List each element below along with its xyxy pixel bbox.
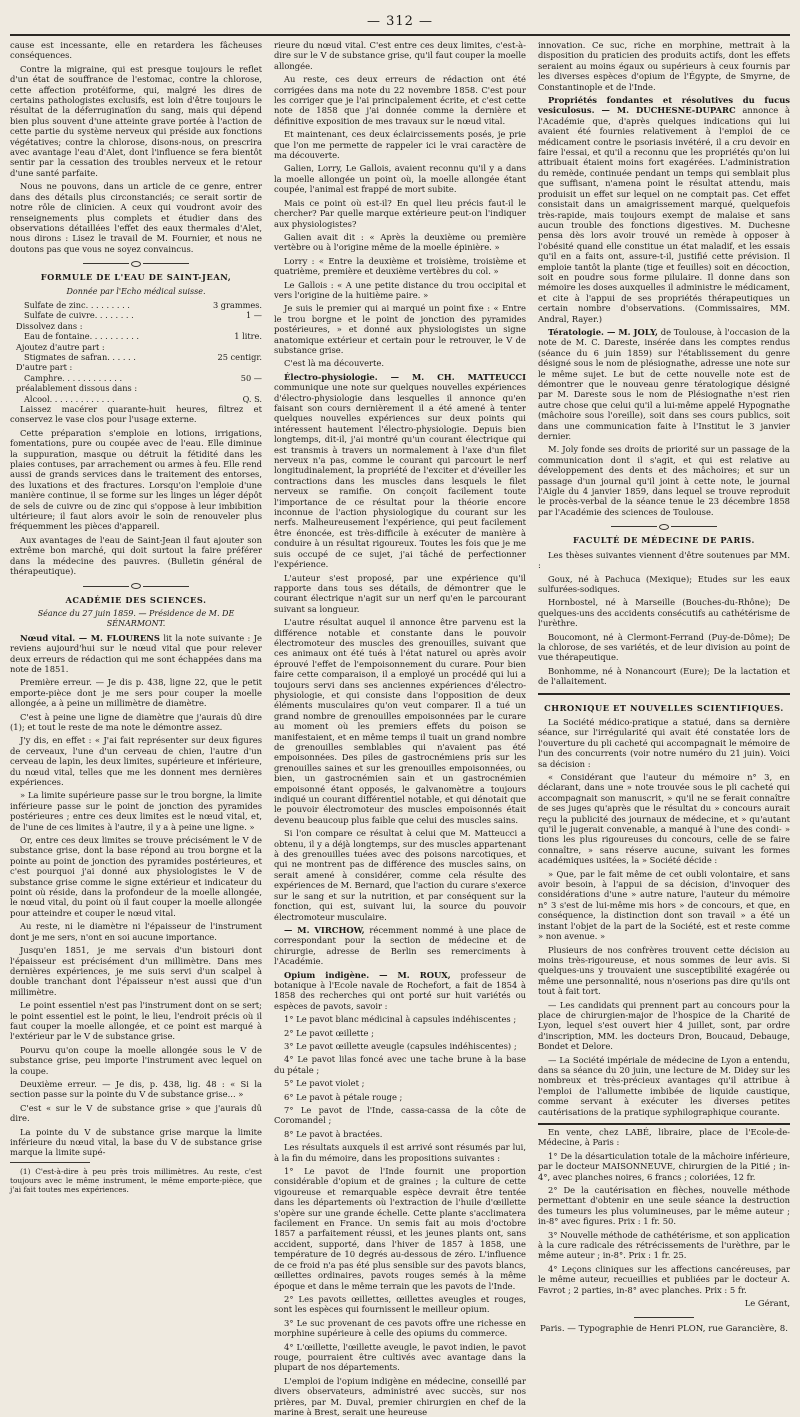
paragraph: 3° Le suc provenant de ces pavots offre une richesse en morphine supérieure à celle des opiums du commerce. [274,1317,526,1339]
list-item: 3° Nouvelle méthode de cathétérisme, et son application à la cure radicale des rétrécissements de l'urèthre, par le même auteur ; in-8°. Prix : 1 fr. 25. [538,1229,790,1261]
list-item: 1° Le pavot blanc médicinal à capsules indéhiscentes ; [284,1014,517,1025]
paragraph: Au reste, ni le diamètre ni l'épaisseur de l'instrument dont je me sers, n'ont en soi aucune importance. [10,921,262,942]
paragraph: rieure du nœud vital. C'est entre ces deux limites, c'est-à-dire sur le V de substance grise, qu'il faut couper la moelle allongée. [274,40,526,71]
paragraph: Bonhomme, né à Nonancourt (Eure); De la lactation et de l'allaitement. [538,665,790,687]
paragraph: Aux avantages de l'eau de Saint-Jean il faut ajouter son extrême bon marché, qui doit surtout la faire préférer dans la médecine des pauvres. (Bulletin général de thérapeutique). [10,534,262,577]
paragraph: Or, entre ces deux limites se trouve précisément le V de substance grise, dont la base répond au trou borgne et la pointe au point de jonction des pyramides postérieures, et c'est pourquoi j'ai donné aux physiologistes le V de substance grise comme le signe extérieur et indicateur du point où réside, dans la profondeur de la moelle allongée, le nœud vital, du point où il faut couper la moelle allongée pour atteindre et couper le nœud vital. [10,835,262,918]
section-rule [538,693,790,695]
paragraph: L'autre résultat auquel il annonce être parvenu est la différence notable et constante dans le pouvoir électromoteur des muscles des grenouilles, suivant que ces animaux ont été tués à l'état naturel ou après avoir éprouvé l'effet de l'empoisonnement du curare. Pour bien faire cette comparaison, il a employé un procédé qui lui a toujours servi dans ses anciennes expériences d'électro-physiologie, et qui consiste dans l'opposition de deux éléments musculaires qu'on veut comparer. Il a tué un grand nombre de grenouilles empoisonnées par le curare au moment où les premiers effets du poison se manifestaient, et en même temps il tuait un grand nombre de grenouilles semblables qui n'avaient pas été empoisonnées. Des piles de gastrocnémiens pris sur les grenouilles saines et sur les grenouilles empoisonnées, ou bien, un gastrocnémien sain et un gastrocnémien empoisonné étant opposés, le galvanomètre a toujours indiqué un courant différentiel notable, et qui dénotait que le pouvoir électromoteur des muscles empoisonnés était devenu beaucoup plus faible que celui des muscles sains. [274,617,526,825]
list-item: 1° De la désarticulation totale de la mâchoire inférieure, par le docteur MAISONNEUVE, chirurgien de la Pitié ; in-4°, avec planches noires, 6 francs ; coloriées, 12 fr. [538,1150,790,1182]
paragraph: Au reste, ces deux erreurs de rédaction ont été corrigées dans ma note du 22 novembre 1858. C'est pour les corriger que je l'ai principalement écrite, et c'est cette note de 1858 que j'ai donnée comme la dernière et définitive exposition de mes travaux sur le nœud vital. [274,74,526,126]
paragraph: Les résultats auxquels il est arrivé sont résumés par lui, à la fin du mémoire, dans les propositions suivantes : [274,1142,526,1163]
paragraph: Contre la migraine, qui est presque toujours le reflet d'un état de souffrance de l'estomac, contre la chlorose, cette affection protéiforme, qui, malgré les dires de certains pathologistes exclusifs, est loin d'être toujours le résultat de la déferruginatïon du sang, mais qui dépend bien plus souvent d'une atteinte grave portée à l'action de cette partie du système nerveux qui préside aux fonctions végétatives; contre la chlorose, disons-nous, on prescrira avec avantage l'eau d'Alet, dont l'influence se fera bientôt sentir par la cessation des troubles nerveux et le retour d'une santé parfaite. [10,63,262,178]
paragraph: Tératologie. — M. JOLY, de Toulouse, à l'occasion de la note de M. C. Dareste, insérée dans les comptes rendus (séance du 6 juin 1859) sur l'établissement du genre désigné sous le nom de plésiognathe, adresse une note sur le même sujet. Le but de cette nouvelle note est de démontrer que le nouveau genre tératologique désigné par M. Dareste sous le nom de Plésiognathe n'est rien autre chose que celui qu'il a lui-même appelé Hypognathe (mâchoire sous l'oreille), soit dans ses cours publics, soit dans une communication faite à l'Institut le 3 janvier dernier. [538,326,790,442]
list-item: 4° Le pavot lilas foncé avec une tache brune à la base du pétale ; [274,1054,526,1075]
paragraph: 4° L'œillette, l'œillette aveugle, le pavot indien, le pavot rouge, pourraient être cultivés avec avantage dans la plupart de nos départements. [274,1341,526,1373]
paragraph: Électro-physiologie. — M. CH. MATTEUCCI communique une note sur quelques nouvelles expériences d'électro-physiologie dans lesquelles il annonce qu'en faisant son cours dernièrement il a été amené à tenter quelques nouvelles expériences sur deux points qui intéressent hautement l'électro-physiologie. Depuis bien longtemps, dit-il, j'ai montré qu'un courant électrique qui est transmis à travers un normalement à l'axe d'un filet nerveux n'a pas, comme le courant qui parcourt le nerf longitudinalement, la propriété de l'exciter et d'éveiller les contractions dans les muscles dans lesquels le filet nerveux se ramifie. On conçoit facilement toute l'importance de ce résultat pour la théorie encore inconnue de l'action physiologique du courant sur les nerfs. Malheureusement l'expérience, qui peut facilement être énoncée, est très-difficile à exécuter de manière à conduire à un résultat rigoureux. Toutes les fois que je me suis occupé de ce sujet, j'ai tâché de perfectionner l'expérience. [274,371,526,570]
footnote-rule [10,1162,90,1163]
paragraph: » La limite supérieure passe sur le trou borgne, la limite inférieure passe sur le point de jonction des pyramides postérieures ; entre ces deux limites est le nœud vital, et, de l'une de ces limites à l'autre, il y a à peine une ligne. » [10,790,262,832]
paragraph: J'y dis, en effet : « J'ai fait représenter sur deux figures de cerveaux, l'une d'un cerveau de chien, l'autre d'un cerveau de lapin, les deux limites, supérieure et inférieure, du nœud vital, telles que me les donnent mes dernières expériences. [10,735,262,787]
faculty-title: FACULTÉ DE MÉDECINE DE PARIS. [573,535,755,546]
paragraph: La pointe du V de substance grise marque la limite inférieure du nœud vital, la base du V de substance grise marque la limite supé- [10,1126,262,1158]
chronicle-title: CHRONIQUE ET NOUVELLES SCIENTIFIQUES. [544,702,784,713]
paragraph: « Considérant que l'auteur du mémoire n° 3, en déclarant, dans une » note trouvée sous le pli cacheté qui accompagnait son manuscrit, » qu'il ne se ferait connaître de ses juges qu'après que le résultat du » concours aurait reçu la publicité des journaux de médecine, et » qu'autant qu'il le jugerait convenable, a manqué à l'une des condi- » tions les plus rigoureuses du concours, celle de se faire connaître, » sans réserve aucune, suivant les formes académiques usitées, la » Société décide : [538,772,790,866]
paragraph: Nous ne pouvons, dans un article de ce genre, entrer dans des détails plus circonstanciés; ce serait sortir de notre rôle de clinicien. A ceux qui voudront avoir des renseignements plus complets et étudier dans des observations détaillées l'effet des eaux thermales d'Alet, nous dirons : Lisez le travail de M. Fournier, et nous ne doutons pas que vous ne soyez convaincus. [10,181,262,254]
recipe-line: Camphre. . . . . . . . . . . . 50 — [24,372,262,383]
paragraph: L'auteur s'est proposé, par une expérience qu'il rapporte dans tous ses détails, de démontrer que le courant électrique n'agit sur un nerf qu'en le parcourant suivant sa longueur. [274,572,526,614]
imprint-rule [634,1317,694,1318]
paragraph: Boucomont, né à Clermont-Ferrand (Puy-de-Dôme); De la chlorose, de ses variétés, et de leur division au point de vue thérapeutique. [538,631,790,663]
paragraph: Propriétés fondantes et résolutives du fucus vesiculosus. — M. DUCHESNE-DUPARC annonce à l'Académie que, d'après quelques indications qui lui avaient été fournies relativement à l'emploi de ce médicament contre le psoriasis invétéré, il a cru devoir en faire l'essai, et qu'il a reconnu que les propriétés qu'on lui attribuait étaient moins fort exagérées. L'administration du remède, continuée pendant un temps qui semblait plus que suffisant, n'amena point le résultat attendu, mais produisit un effet sur lequel on ne comptait pas. Cet effet consistait dans un amaigrissement marqué, quelquefois très-rapide, mais toujours exempt de malaise et sans aucun trouble des fonctions digestives. M. Duchesne pensa dès lors avoir trouvé un remède à opposer à l'obésité quand elle constitue un état maladif, et les essais qu'il en a faits ont, assure-t-il, justifié cette prévision. Il emploie tantôt la plante (tige et feuilles) soit en décoction, soit en poudre sous forme pilulaire. Il donne dans son mémoire les doses auxquelles il administre le médicament, et cite à l'appui de ses propriétés thérapeutiques un certain nombre d'observations. (Commissaires, MM. Andral, Rayer.) [538,95,790,324]
paragraph: Première erreur. — Je dis p. 438, ligne 22, que le petit emporte-pièce dont je me sers pour couper la moelle allongée, a à peine un millimètre de diamètre. [10,677,262,709]
paragraph: Pourvu qu'on coupe la moelle allongée sous le V de substance grise, peu importe l'instrument avec lequel on la coupe. [10,1044,262,1076]
paragraph: Galien, Lorry, Le Gallois, avaient reconnu qu'il y a dans la moelle allongée un point où, la moelle allongée étant coupée, l'animal est frappé de mort subite. [274,163,526,195]
paragraph: 2° Les pavots œillettes, œillettes aveugles et rouges, sont les espèces qui fournissent le meilleur opium. [274,1293,526,1315]
paragraph: Laissez macérer quarante-huit heures, filtrez et conservez le vase clos pour l'usage externe. [10,404,262,425]
paragraph: Cette préparation s'emploie en lotions, irrigations, fomentations, pure ou coupée avec de l'eau. Elle diminue la suppuration, masque ou détruit la fétidité dans les plaies contuses, par arrachement ou armes à feu. Elle rend aussi de grands services dans le traitement des entorses, des luxations et des fractures. Lorsqu'on l'emploie d'une manière continue, il se forme sur les linges un léger dépôt de sels de cuivre ou de zinc qui s'oppose à leur imbibition ultérieure; il faut alors avoir le soin de renouveler plus fréquemment les pièces d'appareil. [10,427,262,532]
page-number: — 312 — [366,14,434,29]
list-item: 4° Leçons cliniques sur les affections cancéreuses, par le même auteur, recueillies et publiées par le docteur A. Favrot ; 2 parties, in-8° avec planches. Prix : 5 fr. [538,1263,790,1295]
advert-heading: En vente, chez LABÉ, libraire, place de l'Ecole-de-Médecine, à Paris : [538,1127,790,1148]
paragraph: Nœud vital. — M. FLOURENS lit la note suivante : Je reviens aujourd'hui sur le nœud vital que pour relever deux erreurs de rédaction qui me sont échappées dans ma note de 1851. [10,632,262,674]
imprint: Paris. — Typographie de Henri PLON, rue Garancière, 8. [540,1323,788,1334]
recipe-step: D'autre part : [16,362,73,373]
academy-session: Séance du 27 juin 1859. — Présidence de M. DE SÉNARMONT. [37,608,235,629]
paragraph: Deuxième erreur. — Je dis, p. 438, lig. 48 : « Si la section passe sur la pointe du V de substance grise... » [10,1078,262,1100]
list-item: 2° Le pavot œillette ; [284,1027,374,1038]
recipe-step: Dissolvez dans : [16,320,83,331]
paragraph: Galien avait dit : « Après la deuxième ou première vertèbre ou à l'origine même de la moelle épinière. » [274,231,526,253]
recipe-step: Ajoutez d'autre part : [16,341,105,352]
paragraph: Goux, né à Pachuca (Mexique); Etudes sur les eaux sulfurées-sodiques. [538,573,790,594]
list-item: 7° Le pavot de l'Inde, cassa-cassa de la côte de Coromandel ; [274,1105,526,1126]
column-1 [10,40,262,1194]
paragraph: cause est incessante, elle en retardera les fâcheuses conséquences. [10,40,262,61]
paragraph: Plusieurs de nos confrères trouvent cette décision au moins très-rigoureuse, et nous sommes de leur avis. Si quelques-uns y trouvaient une susceptibilité exagérée ou même une personnalité, nous n'oserions pas dire qu'ils ont tout à fait tort. [538,944,790,997]
header-rule [10,34,790,36]
paragraph: C'est là ma découverte. [284,358,385,369]
column-3 [538,40,790,1334]
paragraph: » Que, par le fait même de cet oubli volontaire, et sans avoir besoin, à l'appui de sa décision, d'invoquer des considérations d'une » autre nature, l'auteur du mémoire n° 3 s'est de lui-même mis hors » de concours, et que, en conséquence, la distinction dont son travail » a été un instant l'objet de la part de la Société, est et reste comme » non avenue. » [538,868,790,942]
recipe-line: Alcool. . . . . . . . . . . . . Q. S. [24,393,262,404]
academy-title: ACADÉMIE DES SCIENCES. [65,594,207,605]
paragraph: — La Société impériale de médecine de Lyon a entendu, dans sa séance du 20 juin, une lecture de M. Didey sur les nombreux et très-précieux avantages qu'il attribue à l'emploi de l'allumette imbibée de liquide caustique, comme servant à exécuter les diverses petites cautérisations de la pratique syphilographique courante. [538,1054,790,1117]
paragraph: Lorry : « Entre la deuxième et troisième, troisième et quatrième, première et deuxième vertèbres du col. » [274,255,526,277]
list-item: 2° De la cautérisation en flèches, nouvelle méthode permettant d'obtenir en une seule séance la destruction des tumeurs les plus volumineuses, par le même auteur ; in-8° avec figures. Prix : 1 fr. 50. [538,1185,790,1227]
paragraph: Opium indigène. — M. ROUX, professeur de botanique à l'Ecole navale de Rochefort, a fait de 1854 à 1858 des recherches qui ont porté sur huit variétés ou espèces de pavots, savoir : [274,969,526,1011]
paragraph: Le point essentiel n'est pas l'instrument dont on se sert; le point essentiel est le point, le lieu, l'endroit précis où il faut couper la moelle allongée, et ce point est marqué à l'extérieur par le V de substance grise. [10,1000,262,1042]
section-separator [10,258,262,264]
paragraph: M. Joly fonde ses droits de priorité sur un passage de la communication dont il s'agit, et qui est relative au développement des dents et des mâchoires; et sur un passage d'un journal qu'il joint à cette note, le journal l'Aigle du 4 janvier 1859, dans lequel se trouve reproduit le procès-verbal de la séance tenue le 23 décembre 1858 par l'Académie des sciences de Toulouse. [538,444,790,517]
list-item: 6° Le pavot à pétale rouge ; [284,1091,403,1102]
recipe-step: préalablement dissous dans : [16,383,138,394]
list-item: 5° Le pavot violet ; [284,1078,365,1089]
paragraph: 1° Le pavot de l'Inde fournit une proportion considérable d'opium et de graines ; la culture de cette vigoureuse et remarquable espèce devrait être tentée dans les départements où l'extraction de l'huile d'œillette s'opère sur une grande échelle. Cette plante s'acclimatera facilement en France. Un semis fait au mois d'octobre 1857 a parfaitement réussi, et les jeunes plants ont, sans accident, supporté, dans l'hiver de 1857 à 1858, une température de 10 degrés au-dessous de zéro. L'influence de ce froid n'a pas été plus sensible sur des pavots blancs, œillettes ordinaires, pavots rouges semés à la même époque et dans le même terrain que les pavots de l'Inde. [274,1166,526,1291]
list-item: 8° Le pavot à bractées. [284,1128,383,1139]
paragraph: La Société médico-pratique a statué, dans sa dernière séance, sur l'irrégularité qui avait été constatée lors de l'ouverture du pli cacheté qui accompagnait le mémoire de l'un des concurrents (voir notre numéro du 21 juin). Voici sa décision : [538,716,790,769]
recipe-line: Eau de fontaine. . . . . . . . . . 1 litre. [24,331,262,342]
section-separator [538,521,790,527]
paragraph: Hornbostel, né à Marseille (Bouches-du-Rhône); De quelques-uns des accidents consécutifs au cathétérisme de l'urèthre. [538,597,790,629]
paragraph: Si l'on compare ce résultat à celui que M. Matteucci a obtenu, il y a déjà longtemps, sur des muscles appartenant à des grenouilles tuées avec des poisons narcotiques, et qui ne montrent pas de différence des muscles sains, on serait amené à considérer, comme cela résulte des expériences de M. Bernard, que l'action du curare s'exerce sur le sang et sur la nutrition, et par conséquent sur la fonction, qui est, suivant lui, la source du pouvoir électromoteur musculaire. [274,828,526,922]
recipe-line: Sulfate de cuivre. . . . . . . . 1 — [24,310,262,321]
recipe-line: Stigmates de safran. . . . . . 25 centigr. [24,351,262,362]
paragraph: Le Gallois : « A une petite distance du trou occipital et vers l'origine de la huitième paire. » [274,279,526,300]
paragraph: C'est à peine une ligne de diamètre que j'aurais dû dire (1); et tout le reste de ma note le démontre assez. [10,711,262,732]
paragraph: innovation. Ce suc, riche en morphine, mettrait à la disposition du praticien des produits actifs, dont les effets seraient au moins égaux ou supérieurs à ceux fournis par les diverses espèces d'opium de l'Égypte, de Smyrne, de Constantinople et de l'Inde. [538,40,790,92]
formula-title: FORMULE DE L'EAU DE SAINT-JEAN, [40,272,232,283]
column-2 [274,40,526,1417]
list-item: 3° Le pavot œillette aveugle (capsules indéhiscentes) ; [284,1040,517,1051]
section-separator [10,581,262,587]
paragraph: C'est « sur le V de substance grise » que j'aurais dû dire. [10,1102,262,1124]
paragraph: — Les candidats qui prennent part au concours pour la place de chirurgien-major de l'hospice de la Charité de Lyon, lequel s'est ouvert hier 4 juillet, sont, par ordre d'inscription, MM. les docteurs Dron, Boucaud, Debauge, Bondet et Delore. [538,999,790,1052]
recipe-line: Sulfate de zinc. . . . . . . . . 3 grammes. [24,299,262,310]
paragraph: Jusqu'en 1851, je me servais d'un bistouri dont l'épaisseur est précisément d'un millimètre. Dans mes dernières expériences, je me suis servi d'un scalpel à double tranchant dont l'épaisseur n'est aussi que d'un millimètre. [10,945,262,997]
signature: Le Gérant, [744,1298,790,1309]
paragraph: — M. VIRCHOW, récemment nommé à une place de correspondant pour la section de médecine et de chirurgie, adresse de Berlin ses remerciments à l'Académie. [274,924,526,967]
paragraph: Les thèses suivantes viennent d'être soutenues par MM. : [538,549,790,571]
paragraph: Mais ce point où est-il? En quel lieu précis faut-il le chercher? Par quelle marque extérieure peut-on l'indiquer aux physiologistes? [274,197,526,229]
paragraph: Et maintenant, ces deux éclaircissements posés, je prie que l'on me permette de rappeler ici le vrai caractère de ma découverte. [274,129,526,161]
paragraph: L'emploi de l'opium indigène en médecine, conseillé par divers observateurs, administré avec succès, sur nos prières, par M. Duval, premier chirurgien en chef de la marine à Brest, serait une heureuse [274,1375,526,1417]
section-rule [538,1123,790,1125]
footnote: (1) C'est-à-dire à peu près trois millimètres. Au reste, c'est toujours avec le même instrument, le même emporte-pièce, que j'ai fait toutes mes expériences. [10,1166,262,1194]
paragraph: Je suis le premier qui ai marqué un point fixe : « Entre le trou borgne et le point de jonction des pyramides postérieures, » et donné aux physiologistes un signe anatomique extérieur et certain pour le retrouver, le V de substance grise. [274,303,526,355]
formula-source: Donnée par l'Echo médical suisse. [66,286,206,296]
